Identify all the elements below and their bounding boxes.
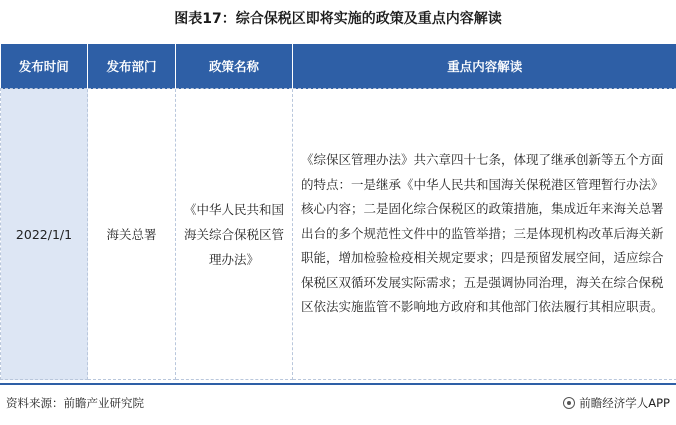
cell-key-content: 《综保区管理办法》共六章四十七条，体现了继承创新等五个方面的特点：一是继承《中华人民共和国海关保税港区管理暂行办法》核心内容；二是固化综合保税区的政策措施，集成近年来海关总署出台的多个规范性文件中的监管举措；三是体现机构改革后海关新职能，增加检验检疫相关规定要求；四是预留发展空间，适应综合保税区双循环发展实际需求；五是强调协同治理，海关在综合保税区依法实施监管不影响地方政府和其他部门依法履行其相应职责。 bbox=[293, 89, 676, 380]
table-header-row bbox=[1, 44, 676, 89]
source-note: 资料来源：前瞻产业研究院 bbox=[6, 396, 144, 410]
header-policy-name: 政策名称 bbox=[176, 44, 293, 89]
header-release-date: 发布时间 bbox=[1, 44, 88, 89]
brand-credit bbox=[563, 395, 670, 411]
brand-name: 前瞻经济学人APP bbox=[579, 396, 670, 410]
cell-department: 海关总署 bbox=[88, 89, 176, 380]
figure-title: 图表17：综合保税区即将实施的政策及重点内容解读 bbox=[174, 11, 502, 27]
footer-divider bbox=[0, 383, 676, 385]
header-key-content: 重点内容解读 bbox=[293, 44, 676, 89]
qianzhan-logo-icon bbox=[563, 397, 575, 409]
cell-policy-name: 《中华人民共和国海关综合保税区管理办法》 bbox=[176, 89, 293, 380]
header-department: 发布部门 bbox=[88, 44, 176, 89]
cell-date: 2022/1/1 bbox=[1, 89, 88, 380]
table-row bbox=[1, 89, 676, 380]
policy-table bbox=[0, 44, 676, 380]
